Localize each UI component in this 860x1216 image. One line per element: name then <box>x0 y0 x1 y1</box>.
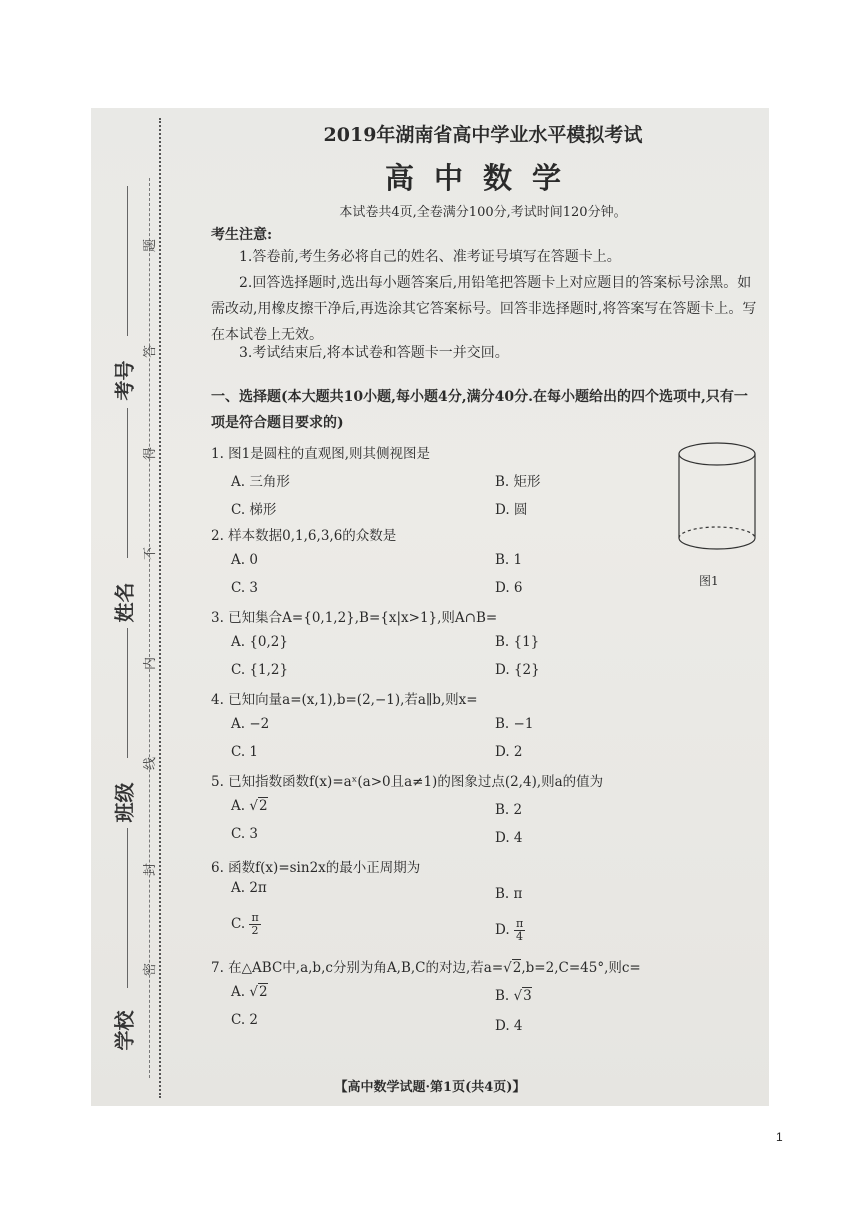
option-b: B. {1} <box>495 634 540 650</box>
option-c <box>231 912 261 937</box>
section-heading: 一、选择题(本大题共10小题,每小题4分,满分40分.在每小题给出的四个选项中,只有一项是符合题目要求的) <box>211 389 748 431</box>
seal-char: 不 <box>143 546 159 561</box>
option-d-label: D. <box>495 922 514 938</box>
xuexiao-label: 学校 <box>112 1010 137 1051</box>
option-a: A. 2π <box>231 880 267 896</box>
xingming-label: 姓名 <box>112 582 137 623</box>
question-stem: 5. 已知指数函数f(x)=aˣ(a>0且a≠1)的图象过点(2,4),则a的值为 <box>211 774 604 790</box>
kaohao-blank <box>127 186 128 336</box>
exam-title: 2019年湖南省高中学业水平模拟考试 <box>323 124 643 146</box>
option-a-label: A. <box>231 984 250 1000</box>
option-c-label: C. <box>231 916 250 932</box>
option-c: C. 梯形 <box>231 502 277 518</box>
option-c: C. 1 <box>231 744 259 760</box>
seal-char: 内 <box>143 656 159 671</box>
sqrt-radicand: 3 <box>523 988 532 1004</box>
seal-char: 封 <box>143 862 159 877</box>
exam-content <box>203 108 763 1106</box>
option-d: D. {2} <box>495 662 540 678</box>
option-c: C. 3 <box>231 580 259 596</box>
option-b: B. 矩形 <box>495 474 541 490</box>
question-stem: 2. 样本数据0,1,6,3,6的众数是 <box>211 528 397 544</box>
stem-part: ,b=2,C=45°,则c= <box>521 960 641 976</box>
option-b: B. √3 <box>495 988 532 1004</box>
notice-item: 2.回答选择题时,选出每小题答案后,用铅笔把答题卡上对应题目的答案标号涂黑。如需改动,用橡皮擦干净后,再选涂其它答案标号。回答非选择题时,将答案写在答题卡上。写在本试卷上无效。 <box>211 275 757 343</box>
question-stem: 6. 函数f(x)=sin2x的最小正周期为 <box>211 860 421 876</box>
figure-caption: 图1 <box>699 574 719 588</box>
question-stem: 4. 已知向量a=(x,1),b=(2,−1),若a∥b,则x= <box>211 692 478 708</box>
notice-item: 1.答卷前,考生务必将自己的姓名、准考证号填写在答题卡上。 <box>239 249 621 265</box>
fraction <box>249 912 260 937</box>
option-d: D. 圆 <box>495 502 528 518</box>
sqrt-radicand: 2 <box>512 960 522 976</box>
denominator: 2 <box>251 924 259 937</box>
fraction <box>514 918 525 943</box>
option-c: C. 2 <box>231 1012 259 1028</box>
option-c: C. {1,2} <box>231 662 289 678</box>
seal-char: 得 <box>143 446 159 461</box>
option-a: A. √2 <box>231 984 268 1000</box>
question-stem: 7. 在△ABC中,a,b,c分别为角A,B,C的对边,若a=√2,b=2,C=45°,则c= <box>211 960 641 976</box>
seal-char: 答 <box>143 344 159 359</box>
option-d: D. 2 <box>495 744 523 760</box>
question-stem: 1. 图1是圆柱的直观图,则其侧视图是 <box>211 446 431 462</box>
exam-info: 本试卷共4页,全卷满分100分,考试时间120分钟。 <box>339 205 627 220</box>
option-d: D. 6 <box>495 580 523 596</box>
banji-label: 班级 <box>112 782 137 823</box>
exam-photo <box>91 108 769 1106</box>
subject-title: 高中数学 <box>384 161 581 195</box>
stem-part: 7. 在△ABC中,a,b,c分别为角A,B,C的对边,若a= <box>211 960 504 976</box>
question-stem: 3. 已知集合A={0,1,2},B={x|x>1},则A∩B= <box>211 610 498 626</box>
page-footer: 【高中数学试题·第1页(共4页)】 <box>334 1080 526 1095</box>
option-b: B. 2 <box>495 802 523 818</box>
option-d <box>495 918 525 943</box>
page-number: 1 <box>776 1130 783 1144</box>
numerator: π <box>251 911 259 924</box>
option-a: A. {0,2} <box>231 634 288 650</box>
binding-dotted-line <box>159 118 161 1098</box>
seal-char: 密 <box>143 962 159 977</box>
option-a-label: A. <box>231 798 250 814</box>
option-b: B. −1 <box>495 716 534 732</box>
xuexiao-blank <box>127 828 128 988</box>
sqrt-radicand: 2 <box>258 984 268 1000</box>
seal-char: 线 <box>143 756 159 771</box>
numerator: π <box>515 917 524 930</box>
option-a: A. √2 <box>231 798 268 814</box>
option-b: B. π <box>495 886 523 902</box>
option-b: B. 1 <box>495 552 523 568</box>
option-c: C. 3 <box>231 826 259 842</box>
notice-title: 考生注意: <box>211 227 273 243</box>
seal-dash <box>149 178 150 1078</box>
xingming-blank <box>127 408 128 558</box>
denominator: 4 <box>516 930 524 943</box>
option-b-label: B. <box>495 988 514 1004</box>
banji-blank <box>127 628 128 758</box>
option-a: A. −2 <box>231 716 270 732</box>
sqrt-radicand: 2 <box>258 798 268 814</box>
seal-char: 题 <box>143 238 159 253</box>
option-a: A. 三角形 <box>231 474 290 490</box>
kaohao-label: 考号 <box>112 360 137 401</box>
notice-item: 3.考试结束后,将本试卷和答题卡一并交回。 <box>239 345 509 361</box>
option-d: D. 4 <box>495 830 523 846</box>
seal-line-sidebar <box>91 108 161 1106</box>
option-a: A. 0 <box>231 552 258 568</box>
cylinder-figure <box>673 440 761 556</box>
option-d: D. 4 <box>495 1018 523 1034</box>
